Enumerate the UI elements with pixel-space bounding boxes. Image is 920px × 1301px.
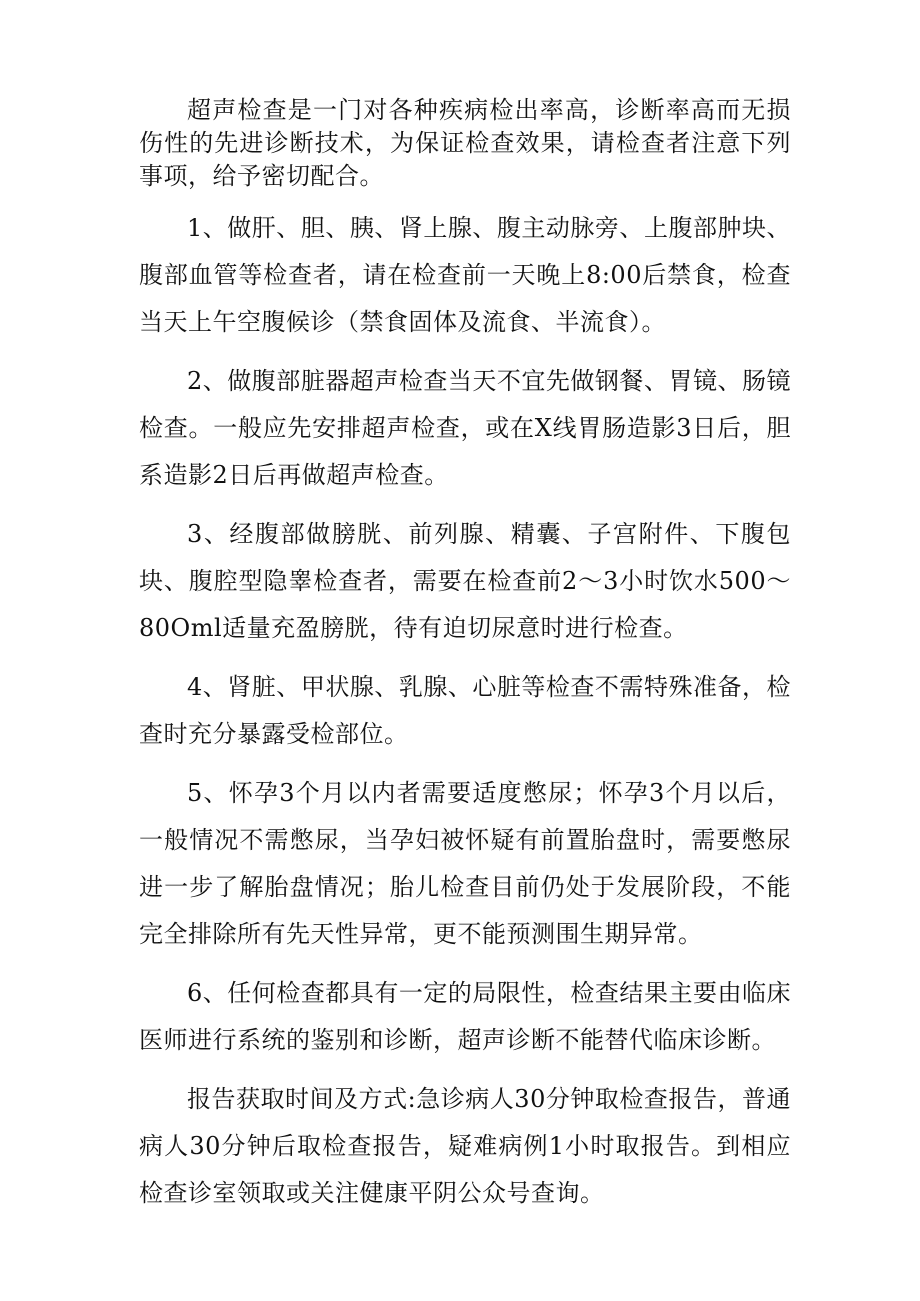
instruction-item-2: 2、做腹部脏器超声检查当天不宜先做钢餐、胃镜、肠镜检查。一般应先安排超声检查，或在X线胃肠造影3日后，胆系造影2日后再做超声检查。 xyxy=(139,367,791,489)
instruction-item-6: 6、任何检查都具有一定的局限性，检查结果主要由临床医师进行系统的鉴别和诊断，超声诊断不能替代临床诊断。 xyxy=(139,979,791,1054)
instruction-item-3: 3、经腹部做膀胱、前列腺、精囊、子宫附件、下腹包块、腹腔型隐睾检查者，需要在检查前2～3小时饮水500～80Oml适量充盈膀胱，待有迫切尿意时进行检查。 xyxy=(139,520,791,642)
instruction-item-5: 5、怀孕3个月以内者需要适度憋尿；怀孕3个月以后，一般情况不需憋尿，当孕妇被怀疑有前置胎盘时，需要憋尿进一步了解胎盘情况；胎儿检查目前仍处于发展阶段，不能完全排除所有先天性异常，更不能预测围生期异常。 xyxy=(139,779,791,948)
instruction-item-1: 1、做肝、胆、胰、肾上腺、腹主动脉旁、上腹部肿块、腹部血管等检查者，请在检查前一天晚上8:00后禁食，检查当天上午空腹候诊（禁食固体及流食、半流食）。 xyxy=(139,214,791,336)
instruction-item-4: 4、肾脏、甲状腺、乳腺、心脏等检查不需特殊准备，检查时充分暴露受检部位。 xyxy=(139,673,791,748)
document-body xyxy=(139,94,791,1217)
report-paragraph: 报告获取时间及方式:急诊病人30分钟取检查报告，普通病人30分钟后取检查报告，疑难病例1小时取报告。到相应检查诊室领取或关注健康平阴公众号查询。 xyxy=(139,1085,791,1207)
intro-paragraph: 超声检查是一门对各种疾病检出率高，诊断率高而无损伤性的先进诊断技术，为保证检查效果，请检查者注意下列事项，给予密切配合。 xyxy=(139,96,791,190)
